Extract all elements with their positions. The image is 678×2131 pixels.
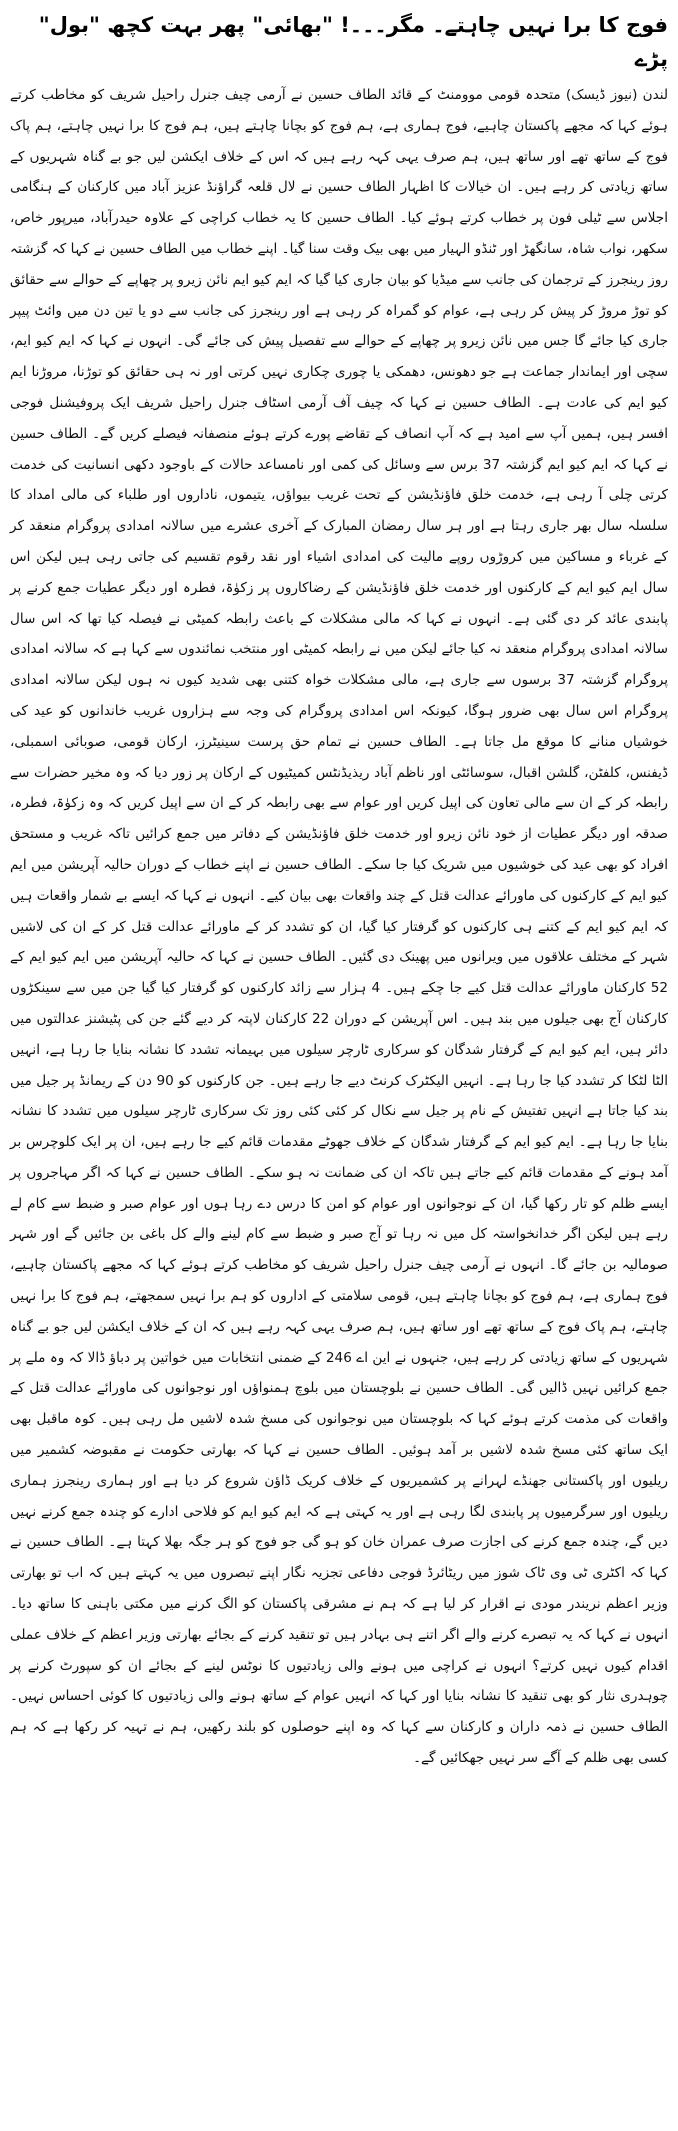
article-body: لندن (نیوز ڈیسک) متحدہ قومی موومنٹ کے قائد الطاف حسین نے آرمی چیف جنرل راحیل شریف کو مخاطب کرتے ہوئے کہا کہ مجھے پاکستان چاہیے، فوج ہماری ہے، ہم فوج کو بچانا چاہتے ہیں، ہم فوج کا برا نہیں چاہتے، ہم پاک فوج کے ساتھ تھے اور ساتھ ہیں، ہم صرف یہی کہہ رہے ہیں کہ اس کے خلاف ایکشن لیں جو بے گناہ شہریوں کے ساتھ زیادتی کر رہے ہیں۔ ان خیالات کا اظہار الطاف حسین نے لال قلعہ گراؤنڈ عزیز آباد میں کارکنان کے ہنگامی اجلاس سے ٹیلی فون پر خطاب کرتے ہوئے کیا۔ الطاف حسین کا یہ خطاب کراچی کے علاوہ حیدرآباد، میرپور خاص، سکھر، نواب شاہ، سانگھڑ اور ٹنڈو الہیار میں بھی بیک وقت سنا گیا۔ اپنے خطاب میں الطاف حسین نے کہا کہ گزشتہ روز رینجرز کے ترجمان کی جانب سے میڈیا کو بیان جاری کیا گیا کہ ایم کیو ایم نائن زیرو پر چھاپے کے حوالے سے حقائق کو توڑ مروڑ کر پیش کر رہی ہے، عوام کو گمراہ کر رہی ہے اور رینجرز کی جانب سے دو یا تین دن میں وائٹ پیپر جاری کیا جائے گا جس میں نائن زیرو پر چھاپے کے حوالے سے تفصیل پیش کی جائے گی۔ انہوں نے کہا کہ ایم کیو ایم، سچی اور ایماندار جماعت ہے جو دھونس، دھمکی یا چوری چکاری نہیں کرتی اور نہ ہی حقائق کو توڑنا، مروڑنا ایم کیو ایم کی عادت ہے۔ الطاف حسین نے کہا کہ چیف آف آرمی اسٹاف جنرل راحیل شریف ایک پروفیشنل فوجی افسر ہیں، ہمیں آپ سے امید ہے کہ آپ انصاف کے تقاضے پورے کرتے ہوئے منصفانہ فیصلے کریں گے۔ الطاف حسین نے کہا کہ ایم کیو ایم گزشتہ 37 برس سے وسائل کی کمی اور نامساعد حالات کے باوجود دکھی انسانیت کی خدمت کرتی چلی آ رہی ہے، خدمت خلق فاؤنڈیشن کے تحت غریب بیواؤں، یتیموں، ناداروں اور طلباء کی مالی امداد کا سلسلہ سال بھر جاری رہتا ہے اور ہر سال رمضان المبارک کے آخری عشرے میں سالانہ امدادی پروگرام منعقد کر کے غرباء و مساکین میں کروڑوں روپے مالیت کی امدادی اشیاء اور نقد رقوم تقسیم کی جاتی رہی ہیں لیکن اس سال ایم کیو ایم کے کارکنوں اور خدمت خلق فاؤنڈیشن کے رضاکاروں پر زکوٰۃ، فطرہ اور دیگر عطیات جمع کرنے پر پابندی عائد کر دی گئی ہے۔ انہوں نے کہا کہ مالی مشکلات کے باعث رابطہ کمیٹی نے فیصلہ کیا تھا کہ اس سال سالانہ امدادی پروگرام منعقد نہ کیا جائے لیکن میں نے رابطہ کمیٹی اور منتخب نمائندوں سے کہا ہے کہ سالانہ امدادی پروگرام گزشتہ 37 برسوں سے جاری ہے، مالی مشکلات خواہ کتنی بھی شدید کیوں نہ ہوں لیکن سالانہ امدادی پروگرام اس سال بھی ضرور ہوگا، کیونکہ اس امدادی پروگرام کی وجہ سے ہزاروں غریب خاندانوں کو عید کی خوشیاں منانے کا موقع مل جاتا ہے۔ الطاف حسین نے تمام حق پرست سینیٹرز، ارکان قومی، صوبائی اسمبلی، ڈیفنس، کلفٹن، گلشن اقبال، سوسائٹی اور ناظم آباد ریذیڈنٹس کمیٹیوں کے ارکان پر زور دیا کہ وہ مخیر حضرات سے رابطہ کر کے ان سے مالی تعاون کی اپیل کریں اور عوام سے بھی رابطہ کر کے ان سے اپیل کریں کہ وہ زکوٰۃ، فطرہ، صدقہ اور دیگر عطیات از خود نائن زیرو اور خدمت خلق فاؤنڈیشن کے دفاتر میں جمع کرائیں تاکہ غریب و مستحق افراد کو بھی عید کی خوشیوں میں شریک کیا جا سکے۔ الطاف حسین نے اپنے خطاب کے دوران حالیہ آپریشن میں ایم کیو ایم کے کارکنوں کی ماورائے عدالت قتل کے چند واقعات بھی بیان کیے۔ انہوں نے کہا کہ ایسے بے شمار واقعات ہیں کہ ایم کیو ایم کے کتنے ہی کارکنوں کو گرفتار کیا گیا، ان کو تشدد کر کے ماورائے عدالت قتل کر کے ان کی لاشیں شہر کے مختلف علاقوں میں ویرانوں میں پھینک دی گئیں۔ الطاف حسین نے کہا کہ حالیہ آپریشن میں ایم کیو ایم کے 52 کارکنان ماورائے عدالت قتل کیے جا چکے ہیں۔ 4 ہزار سے زائد کارکنوں کو گرفتار کیا گیا جن میں سے سینکڑوں کارکنان آج بھی جیلوں میں بند ہیں۔ اس آپریشن کے دوران 22 کارکنان لاپتہ کر دیے گئے جن کی پٹیشنز عدالتوں میں دائر ہیں، ایم کیو ایم کے گرفتار شدگان کو سرکاری ٹارچر سیلوں میں بہیمانہ تشدد کا نشانہ بنایا جا رہا ہے، انہیں الٹا لٹکا کر تشدد کیا جا رہا ہے۔ انہیں الیکٹرک کرنٹ دیے جا رہے ہیں۔ جن کارکنوں کو 90 دن کے ریمانڈ پر جیل میں بند کیا جاتا ہے انہیں تفتیش کے نام پر جیل سے نکال کر کئی کئی روز تک سرکاری ٹارچر سیلوں میں تشدد کا نشانہ بنایا جا رہا ہے۔ ایم کیو ایم کے گرفتار شدگان کے خلاف جھوٹے مقدمات قائم کیے جا رہے ہیں، ان پر ایک کلوچرس بر آمد ہونے کے مقدمات قائم کیے جاتے ہیں تاکہ ان کی ضمانت نہ ہو سکے۔ الطاف حسین نے کہا کہ اگر مہاجروں پر ایسے ظلم کو تار رکھا گیا، ان کے نوجوانوں اور عوام کو امن کا درس دے رہا ہوں اور عوام صبر و ضبط سے کام لے رہے ہیں لیکن اگر خدانخواستہ کل میں نہ رہا تو آج صبر و ضبط سے کام لینے والے کل باغی بن جائیں گے اور شہر صومالیہ بن جائے گا۔ انہوں نے آرمی چیف جنرل راحیل شریف کو مخاطب کرتے ہوئے کہا کہ مجھے پاکستان چاہیے، فوج ہماری ہے، ہم فوج کو بچانا چاہتے ہیں، قومی سلامتی کے اداروں کو ہم برا نہیں سمجھتے، ہم فوج کا برا نہیں چاہتے، ہم پاک فوج کے ساتھ تھے اور ساتھ ہیں، ہم صرف یہی کہہ رہے ہیں کہ ان کے خلاف ایکشن لیں جو بے گناہ شہریوں کے ساتھ زیادتی کر رہے ہیں، جنہوں نے این اے 246 کے ضمنی انتخابات میں خواتین پر دباؤ ڈالا کہ وہ ملے پر جمع کرائیں نہیں ڈالیں گی۔ الطاف حسین نے بلوچستان میں بلوچ ہمنواؤں اور نوجوانوں کی ماورائے عدالت قتل کے واقعات کی مذمت کرتے ہوئے کہا کہ بلوچستان میں نوجوانوں کی مسخ شدہ لاشیں مل رہی ہیں۔ کوہ ماقبل بھی ایک ساتھ کئی مسخ شدہ لاشیں بر آمد ہوئیں۔ الطاف حسین نے کہا کہ بھارتی حکومت نے مقبوضہ کشمیر میں ریلیوں اور پاکستانی جھنڈے لہرانے پر کشمیریوں کے خلاف کریک ڈاؤن شروع کر دیا ہے اور ہماری رینجرز ہماری ریلیوں اور سرگرمیوں پر پابندی لگا رہی ہے اور یہ کہتی ہے کہ ایم کیو ایم کو فلاحی ادارے کو چندہ جمع کرنے نہیں دیں گے، چندہ جمع کرنے کی اجازت صرف عمران خان کو ہو گی جو فوج کو ہر جگہ بھلا کہتا ہے۔ الطاف حسین نے کہا کہ اکٹری ٹی وی ٹاک شوز میں ریٹائرڈ فوجی دفاعی تجزیہ نگار اپنے تبصروں میں یہ کہتے ہیں کہ اب تو بھارتی وزیر اعظم نریندر مودی نے اقرار کر لیا ہے کہ ہم نے مشرقی پاکستان کو الگ کرنے میں مکتی باہنی کا ساتھ دیا۔ انہوں نے کہا کہ یہ تبصرے کرنے والے اگر اتنے ہی بہادر ہیں تو تنقید کرنے کے بجائے بھارتی وزیر اعظم کے خلاف عملی اقدام کیوں نہیں کرتے؟ انہوں نے کراچی میں ہونے والی زیادتیوں کا نوٹس لینے کے بجائے ان کو سپورٹ کرنے پر چوہدری نثار کو بھی تنقید کا نشانہ بنایا اور کہا کہ انہیں عوام کے ساتھ ہونے والی زیادتیوں کا کوئی احساس نہیں۔ الطاف حسین نے ذمہ داران و کارکنان سے کہا کہ وہ اپنے حوصلوں کو بلند رکھیں، ہم نے تہیہ کر رکھا ہے کہ ہم کسی بھی ظلم کے آگے سر نہیں جھکائیں گے۔ bbox=[10, 87, 668, 1767]
article-headline: فوج کا برا نہیں چاہتے۔ مگر۔۔۔! "بھائی" پھر بہت کچھ "بول" پڑے bbox=[38, 13, 668, 71]
